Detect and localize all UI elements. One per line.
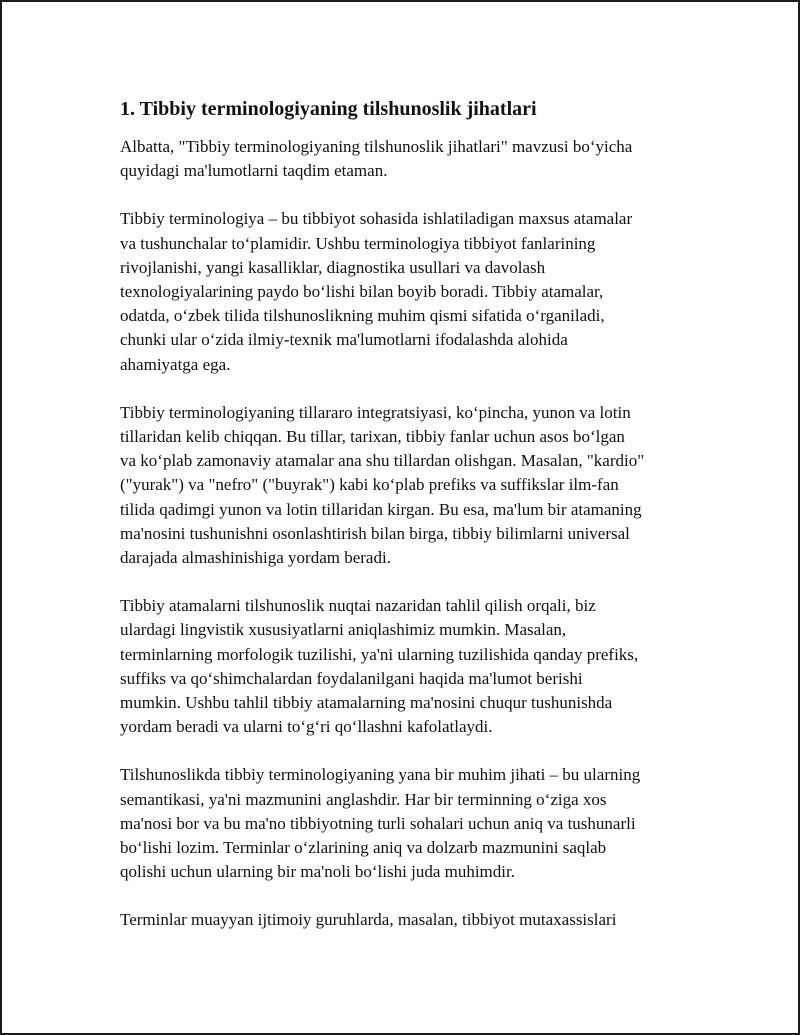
paragraph-integration [120, 401, 710, 570]
paragraph-line: mumkin. Ushbu tahlil tibbiy atamalarning ma'nosini chuqur tushunishda [120, 693, 613, 713]
paragraph-line: texnologiyalarining paydo bo‘lishi bilan boyib boradi. Tibbiy atamalar, [120, 282, 604, 302]
paragraph-line: ("yurak") va "nefro" ("buyrak") kabi ko‘plab prefiks va suffikslar ilm-fan [120, 475, 619, 495]
paragraph-line: rivojlanishi, yangi kasalliklar, diagnostika usullari va davolash [120, 257, 546, 277]
paragraph-line: Tibbiy terminologiyaning tillararo integratsiyasi, ko‘pincha, yunon va lotin [120, 402, 631, 422]
paragraph-line: va tushunchalar to‘plamidir. Ushbu terminologiya tibbiyot fanlarining [120, 233, 596, 253]
paragraph-line: ma'nosi bor va bu ma'no tibbiyotning turli sohalari uchun aniq va tushunarli [120, 813, 636, 833]
paragraph-line: va ko‘plab zamonaviy atamalar ana shu tillardan olishgan. Masalan, "kardio" [120, 451, 645, 471]
paragraph-line: suffiks va qo‘shimchalardan foydalanilgani haqida ma'lumot berishi [120, 668, 583, 688]
paragraph-line: ahamiyatga ega. [120, 354, 231, 374]
paragraph-line: Albatta, "Tibbiy terminologiyaning tilshunoslik jihatlari" mavzusi bo‘yicha [120, 137, 633, 156]
document-body [120, 95, 710, 957]
paragraph-intro [120, 135, 710, 183]
paragraph-line: Tibbiy terminologiya – bu tibbiyot sohasida ishlatiladigan maxsus atamalar [120, 209, 633, 229]
paragraph-line: tilida qadimgi yunon va lotin tillaridan kirgan. Bu esa, ma'lum bir atamaning [120, 499, 642, 519]
paragraph-semantics [120, 763, 710, 884]
paragraph-social-groups [120, 908, 710, 932]
paragraph-line: tillaridan kelib chiqqan. Bu tillar, tarixan, tibbiy fanlar uchun asos bo‘lgan [120, 427, 625, 447]
paragraph-line: darajada almashinishiga yordam beradi. [120, 548, 391, 568]
paragraph-line: quyidagi ma'lumotlarni taqdim etaman. [120, 161, 388, 181]
paragraph-line: yordam beradi va ularni to‘g‘ri qo‘llashni kafolatlaydi. [120, 717, 493, 737]
paragraph-definition [120, 207, 710, 376]
paragraph-line: Terminlar muayyan ijtimoiy guruhlarda, masalan, tibbiyot mutaxassislari [120, 910, 617, 930]
paragraph-line: terminlarning morfologik tuzilishi, ya'ni ularning tuzilishida qanday prefiks, [120, 644, 639, 664]
paragraph-line: ulardagi lingvistik xususiyatlarni aniqlashimiz mumkin. Masalan, [120, 620, 567, 640]
paragraph-line: Tibbiy atamalarni tilshunoslik nuqtai nazaridan tahlil qilish orqali, biz [120, 596, 596, 616]
paragraph-line: semantikasi, ya'ni mazmunini anglashdir. Har bir terminning o‘ziga xos [120, 789, 607, 809]
paragraph-line: ma'nosini tushunishni osonlashtirish bilan birga, tibbiy bilimlarni universal [120, 523, 630, 543]
paragraph-line: chunki ular o‘zida ilmiy-texnik ma'lumotlarni ifodalashda alohida [120, 330, 568, 350]
paragraph-line: qolishi uchun ularning bir ma'noli bo‘lishi juda muhimdir. [120, 862, 515, 882]
paragraph-analysis [120, 594, 710, 739]
paragraph-line: Tilshunoslikda tibbiy terminologiyaning yana bir muhim jihati – bu ularning [120, 765, 641, 785]
paragraph-line: bo‘lishi lozim. Terminlar o‘zlarining aniq va dolzarb mazmunini saqlab [120, 838, 607, 858]
paragraph-line: odatda, o‘zbek tilida tilshunoslikning muhim qismi sifatida o‘rganiladi, [120, 306, 605, 326]
section-heading: 1. Tibbiy terminologiyaning tilshunoslik jihatlari [120, 98, 537, 120]
